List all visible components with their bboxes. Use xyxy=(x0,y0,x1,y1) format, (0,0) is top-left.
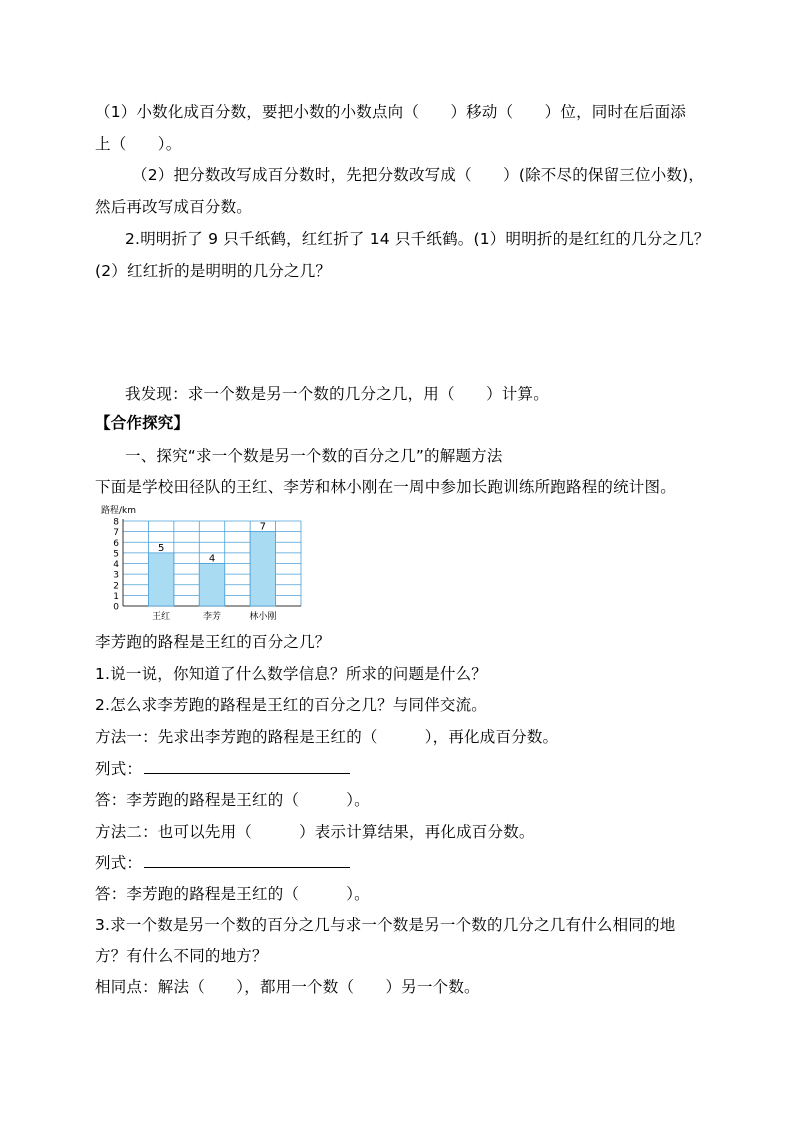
step-2: 2.怎么求李芳跑的路程是王红的百分之几？与同伴交流。 xyxy=(95,696,487,714)
subsection-title: 一、探究“求一个数是另一个数的百分之几”的解题方法 xyxy=(125,447,503,465)
y-tick-label: 5 xyxy=(113,549,119,560)
bar-1 xyxy=(148,553,173,606)
step-3-cont: 方？有什么不同的地方？ xyxy=(95,947,268,965)
bar-data-label: 5 xyxy=(157,542,165,554)
text-line-1: （1）小数化成百分数，要把小数的小数点向（ ）移动（ ）位，同时在后面添 xyxy=(95,103,686,121)
method-one: 方法一：先求出李芳跑的路程是王红的（ ），再化成百分数。 xyxy=(95,728,559,746)
bar-2 xyxy=(199,564,224,607)
discovery-line: 我发现：求一个数是另一个数的几分之几，用（ ）计算。 xyxy=(125,385,549,403)
x-tick-label: 李芳 xyxy=(202,612,222,622)
formula-line-2 xyxy=(95,853,350,873)
y-axis-label: 路程/km xyxy=(101,506,137,516)
step-1: 1.说一说，你知道了什么数学信息？所求的问题是什么？ xyxy=(95,665,487,683)
x-tick-label: 林小刚 xyxy=(249,612,277,622)
text-line-6: (2）红红折的是明明的几分之几？ xyxy=(95,262,332,280)
bar-data-label: 7 xyxy=(259,521,267,533)
step-3: 3.求一个数是另一个数的百分之几与求一个数是另一个数的几分之几有什么相同的地 xyxy=(95,916,676,934)
answer-line-2: 答：李芳跑的路程是王红的（ ）。 xyxy=(95,885,370,903)
text-line-3: （2）把分数改写成百分数时，先把分数改写成（ ）(除不尽的保留三位小数)， xyxy=(132,166,705,184)
y-tick-label: 3 xyxy=(113,570,119,581)
text-line-5: 2.明明折了 9 只千纸鹤，红红折了 14 只千纸鹤。(1）明明折的是红红的几分之几？ xyxy=(125,230,710,248)
bar-data-label: 4 xyxy=(208,553,216,565)
y-tick-label: 7 xyxy=(113,528,119,539)
section-heading: 【合作探究】 xyxy=(95,414,190,432)
method-two: 方法二：也可以先用（ ）表示计算结果，再化成百分数。 xyxy=(95,823,535,841)
formula-label-2: 列式： xyxy=(95,854,143,872)
text-line-4: 然后再改写成百分数。 xyxy=(95,198,253,216)
formula-blank-2[interactable] xyxy=(144,853,350,868)
text-line-2: 上（ ）。 xyxy=(95,135,182,153)
distance-bar-chart xyxy=(99,503,309,628)
formula-label-1: 列式： xyxy=(95,760,143,778)
y-tick-label: 6 xyxy=(113,538,119,549)
y-tick-label: 8 xyxy=(113,517,119,528)
y-tick-label: 4 xyxy=(113,560,119,570)
question-line: 李芳跑的路程是王红的百分之几？ xyxy=(95,633,331,651)
bar-3 xyxy=(250,532,275,606)
y-tick-label: 2 xyxy=(113,581,119,592)
formula-blank-1[interactable] xyxy=(144,759,350,774)
similarity-line: 相同点：解法（ ），都用一个数（ ）另一个数。 xyxy=(95,978,480,996)
x-tick-label: 王红 xyxy=(152,612,171,622)
answer-line-1: 答：李芳跑的路程是王红的（ ）。 xyxy=(95,791,370,809)
chart-intro: 下面是学校田径队的王红、李芳和林小刚在一周中参加长跑训练所跑路程的统计图。 xyxy=(95,478,676,496)
y-tick-label: 0 xyxy=(113,602,119,613)
formula-line-1 xyxy=(95,759,350,779)
y-tick-label: 1 xyxy=(113,591,119,602)
